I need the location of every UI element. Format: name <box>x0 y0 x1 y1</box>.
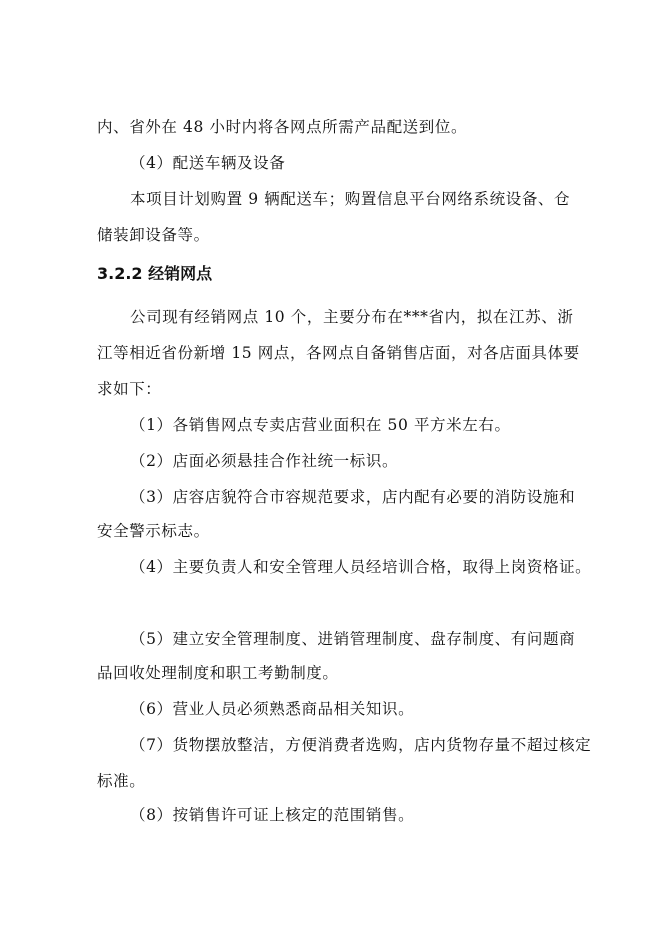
list-item: （8）按销售许可证上核定的范围销售。 <box>130 806 415 824</box>
list-item-continuation: 品回收处理制度和职工考勤制度。 <box>97 664 339 682</box>
paragraph-line: 求如下： <box>97 380 162 398</box>
subheading-delivery-vehicles: （4）配送车辆及设备 <box>130 154 286 172</box>
paragraph-line: 本项目计划购置 9 辆配送车；购置信息平台网络系统设备、仓 <box>130 190 571 208</box>
list-item: （7）货物摆放整洁，方便消费者选购，店内货物存量不超过核定 <box>130 736 592 754</box>
paragraph-line: 江等相近省份新增 15 网点，各网点自备销售店面，对各店面具体要 <box>97 344 580 362</box>
paragraph-line: 储装卸设备等。 <box>97 226 210 244</box>
list-item: （4）主要负责人和安全管理人员经培训合格，取得上岗资格证。 <box>130 558 592 576</box>
list-item-continuation: 标准。 <box>97 772 146 790</box>
section-heading: 3.2.2 经销网点 <box>97 264 213 283</box>
list-item-continuation: 安全警示标志。 <box>97 522 210 540</box>
list-item: （6）营业人员必须熟悉商品相关知识。 <box>130 700 415 718</box>
paragraph-line: 内、省外在 48 小时内将各网点所需产品配送到位。 <box>97 118 468 136</box>
list-item: （1）各销售网点专卖店营业面积在 50 平方米左右。 <box>130 416 511 434</box>
list-item: （2）店面必须悬挂合作社统一标识。 <box>130 452 399 470</box>
paragraph-line: 公司现有经销网点 10 个，主要分布在***省内，拟在江苏、浙 <box>130 308 574 326</box>
list-item: （5）建立安全管理制度、进销管理制度、盘存制度、有问题商 <box>130 630 576 648</box>
list-item: （3）店容店貌符合市容规范要求，店内配有必要的消防设施和 <box>130 488 576 506</box>
